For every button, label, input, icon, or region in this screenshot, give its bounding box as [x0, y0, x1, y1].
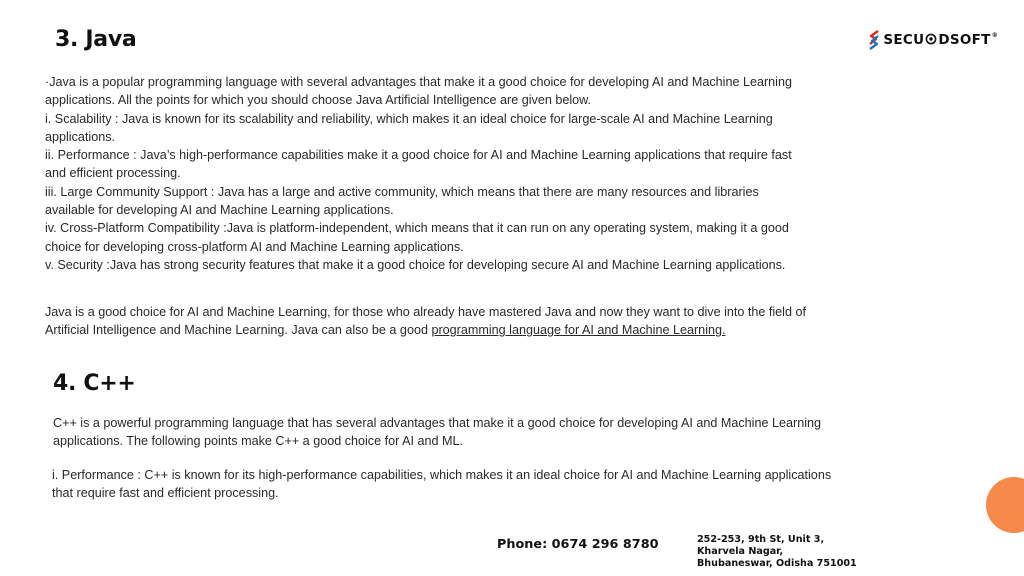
ai-ml-language-link[interactable]: programming language for AI and Machine Learning.	[431, 323, 726, 338]
address-line: Bhubaneswar, Odisha 751001	[697, 558, 857, 569]
java-point-performance: and efficient processing.	[45, 166, 181, 181]
java-advantages-text	[45, 73, 792, 274]
cpp-intro-line: C++ is a powerful programming language that has several advantages that make it a good choice for developing AI and Machine Learning	[53, 416, 822, 430]
secuodsoft-logo[interactable]	[868, 30, 998, 50]
cpp-point-performance	[52, 466, 831, 503]
java-point-scalability: applications.	[45, 129, 116, 144]
java-point-cross-platform: iv. Cross-Platform Compatibility :Java is platform-independent, which means that it can run on any operating system, making it a good	[45, 221, 789, 236]
address-line: 252-253, 9th St, Unit 3,	[697, 534, 825, 545]
java-section-heading: 3. Java	[55, 27, 137, 52]
java-point-cross-platform: choice for developing cross-platform AI and Machine Learning applications.	[45, 239, 464, 254]
address-line: Kharvela Nagar,	[697, 546, 784, 557]
java-conclusion-prefix: Artificial Intelligence and Machine Learning. Java can also be a good	[45, 323, 432, 338]
cpp-point-line: i. Performance : C++ is known for its high-performance capabilities, which makes it an ideal choice for AI and Machine Learning applications	[52, 468, 832, 482]
java-intro-line: applications. All the points for which you should choose Java Artificial Intelligence are given below.	[45, 93, 592, 108]
cpp-intro-text	[53, 414, 821, 451]
java-point-community: iii. Large Community Support : Java has a large and active community, which means that there are many resources and libraries	[45, 184, 759, 199]
java-intro-line: ·Java is a popular programming language with several advantages that make it a good choice for developing AI and Machine Learning	[45, 75, 792, 89]
java-point-security: v. Security :Java has strong security features that make it a good choice for developing secure AI and Machine Learning applications.	[45, 257, 786, 272]
logo-registered-mark: ®	[991, 32, 998, 39]
java-conclusion-text	[45, 303, 806, 340]
cpp-intro-line: applications. The following points make C++ a good choice for AI and ML.	[53, 434, 464, 449]
contact-address	[697, 534, 857, 570]
java-point-scalability: i. Scalability : Java is known for its scalability and reliability, which makes it an ideal choice for large-scale AI and Machine Learning	[45, 111, 773, 126]
logo-text-part2: DSOFT	[938, 32, 991, 48]
contact-phone[interactable]: Phone: 0674 296 8780	[497, 537, 659, 552]
logo-wordmark	[883, 32, 998, 48]
cpp-point-line: that require fast and efficient processing.	[52, 486, 279, 501]
java-conclusion-line: Java is a good choice for AI and Machine Learning, for those who already have mastered Java and now they want to dive into the field of	[45, 305, 806, 319]
logo-o-gear-icon	[925, 33, 937, 45]
cpp-section-heading: 4. C++	[53, 371, 136, 396]
secuodsoft-s-logo-icon	[868, 30, 880, 50]
logo-text-part1: SECU	[883, 32, 925, 48]
java-point-community: available for developing AI and Machine Learning applications.	[45, 203, 394, 218]
java-conclusion-line	[45, 321, 806, 339]
decorative-orange-circle	[986, 477, 1024, 533]
java-point-performance: ii. Performance : Java’s high-performance capabilities make it a good choice for AI and Machine Learning applications that require fast	[45, 148, 792, 163]
